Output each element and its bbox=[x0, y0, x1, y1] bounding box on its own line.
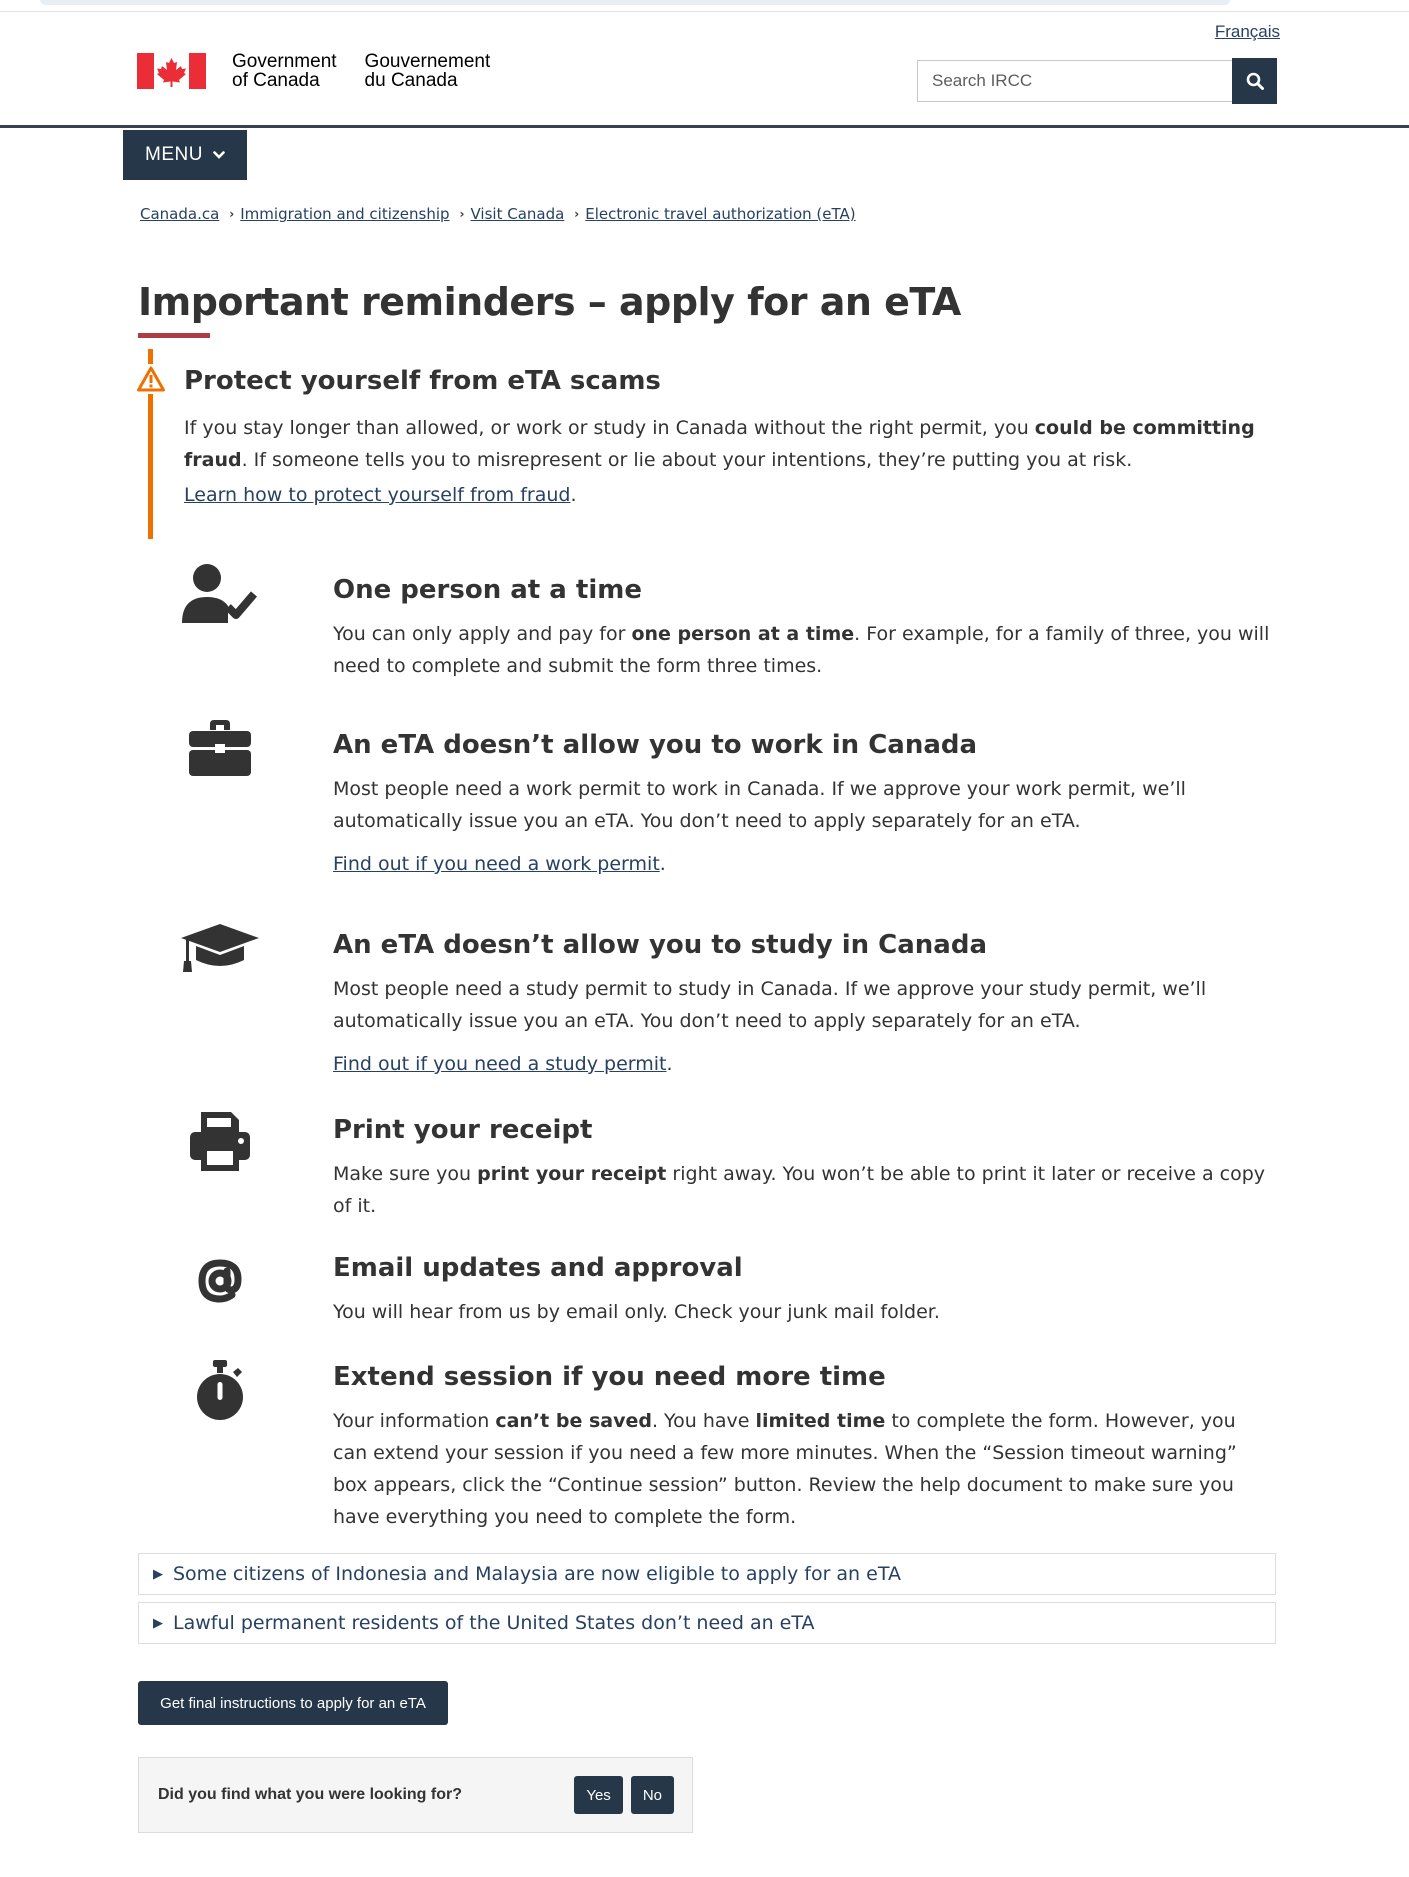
page-title: Important reminders – apply for an eTA bbox=[138, 280, 961, 324]
government-signature[interactable] bbox=[137, 53, 490, 89]
graduation-cap-icon bbox=[180, 920, 260, 990]
reminder-title: Email updates and approval bbox=[333, 1253, 743, 1283]
triangle-right-icon: ▶ bbox=[153, 1566, 163, 1582]
alert-title: Protect yourself from eTA scams bbox=[184, 366, 661, 396]
signature-english: Government of Canada bbox=[232, 51, 337, 91]
details-indonesia-malaysia[interactable] bbox=[138, 1553, 1276, 1595]
study-permit-link[interactable]: Find out if you need a study permit bbox=[333, 1053, 667, 1075]
reminder-link-line: Find out if you need a study permit. bbox=[333, 1053, 673, 1075]
top-divider bbox=[0, 11, 1409, 12]
feedback-yes-button[interactable]: Yes bbox=[574, 1776, 622, 1814]
breadcrumb-link-eta[interactable]: Electronic travel authorization (eTA) bbox=[585, 205, 856, 223]
menu-label: MENU bbox=[145, 144, 203, 165]
triangle-right-icon: ▶ bbox=[153, 1615, 163, 1631]
feedback-question: Did you find what you were looking for? bbox=[158, 1786, 462, 1803]
reminder-title: One person at a time bbox=[333, 575, 642, 605]
breadcrumb-link-canada[interactable]: Canada.ca bbox=[140, 205, 220, 223]
browser-top-strip bbox=[40, 0, 1230, 5]
reminder-text: You will hear from us by email only. Check your junk mail folder. bbox=[333, 1301, 940, 1323]
at-sign-icon bbox=[180, 1250, 260, 1320]
canada-flag-icon bbox=[137, 53, 206, 89]
reminder-title: Print your receipt bbox=[333, 1115, 593, 1145]
reminder-text: Most people need a work permit to work in Canada. If we approve your work permit, we’ll automatically issue you an eTA. You don’t need to apply separately for an eTA. bbox=[333, 778, 1186, 832]
reminder-text: Make sure you print your receipt right away. You won’t be able to print it later or receive a copy of it. bbox=[333, 1163, 1266, 1217]
search-button[interactable] bbox=[1232, 58, 1277, 104]
title-underline bbox=[138, 333, 210, 338]
chevron-right-icon: › bbox=[574, 207, 580, 221]
reminder-title: An eTA doesn’t allow you to work in Canada bbox=[333, 730, 978, 760]
reminder-text: Your information can’t be saved. You have limited time to complete the form. However, you can extend your session if you need a few more minutes. When the “Session timeout warning” box appears, click the “Continue session” button. Review the help document to make sure you have everything you need to complete the form. bbox=[333, 1410, 1237, 1528]
signature-french: Gouvernement du Canada bbox=[364, 51, 491, 91]
breadcrumb-link-immigration[interactable]: Immigration and citizenship bbox=[240, 205, 450, 223]
chevron-right-icon: › bbox=[459, 207, 465, 221]
stopwatch-icon bbox=[180, 1360, 260, 1430]
search-form bbox=[917, 60, 1277, 104]
work-permit-link[interactable]: Find out if you need a work permit bbox=[333, 853, 660, 875]
header-rule bbox=[0, 125, 1409, 128]
search-input[interactable] bbox=[917, 60, 1232, 102]
feedback-no-button[interactable]: No bbox=[631, 1776, 674, 1814]
reminder-link-line: Find out if you need a work permit. bbox=[333, 853, 666, 875]
briefcase-icon bbox=[180, 720, 260, 790]
feedback-box bbox=[138, 1757, 693, 1833]
menu-button[interactable] bbox=[123, 130, 247, 180]
user-check-icon bbox=[180, 560, 260, 630]
alert-body: If you stay longer than allowed, or work or study in Canada without the right permit, you could be committing fraud. If someone tells you to misrepresent or lie about your intentions, they’re putting you at risk. bbox=[184, 417, 1255, 471]
alert-link-line: Learn how to protect yourself from fraud. bbox=[184, 484, 577, 506]
chevron-right-icon: › bbox=[229, 207, 235, 221]
details-us-permanent-residents[interactable] bbox=[138, 1602, 1276, 1644]
warning-icon bbox=[135, 364, 167, 394]
details-summary: Lawful permanent residents of the United States don’t need an eTA bbox=[173, 1612, 815, 1634]
reminder-text: Most people need a study permit to study in Canada. If we approve your study permit, we’ll automatically issue you an eTA. You don’t need to apply separately for an eTA. bbox=[333, 978, 1207, 1032]
fraud-protection-link[interactable]: Learn how to protect yourself from fraud bbox=[184, 484, 571, 506]
details-summary: Some citizens of Indonesia and Malaysia are now eligible to apply for an eTA bbox=[173, 1563, 901, 1585]
chevron-down-icon bbox=[213, 151, 225, 159]
reminder-title: Extend session if you need more time bbox=[333, 1362, 886, 1392]
reminder-text: You can only apply and pay for one person at a time. For example, for a family of three, you will need to complete and submit the form three times. bbox=[333, 623, 1270, 677]
get-final-instructions-button[interactable]: Get final instructions to apply for an eTA bbox=[138, 1681, 448, 1725]
search-icon bbox=[1246, 72, 1264, 90]
breadcrumb-link-visit-canada[interactable]: Visit Canada bbox=[470, 205, 565, 223]
reminder-title: An eTA doesn’t allow you to study in Canada bbox=[333, 930, 988, 960]
language-toggle-link[interactable]: Français bbox=[1214, 22, 1280, 41]
breadcrumb bbox=[140, 205, 856, 223]
printer-icon bbox=[180, 1110, 260, 1180]
